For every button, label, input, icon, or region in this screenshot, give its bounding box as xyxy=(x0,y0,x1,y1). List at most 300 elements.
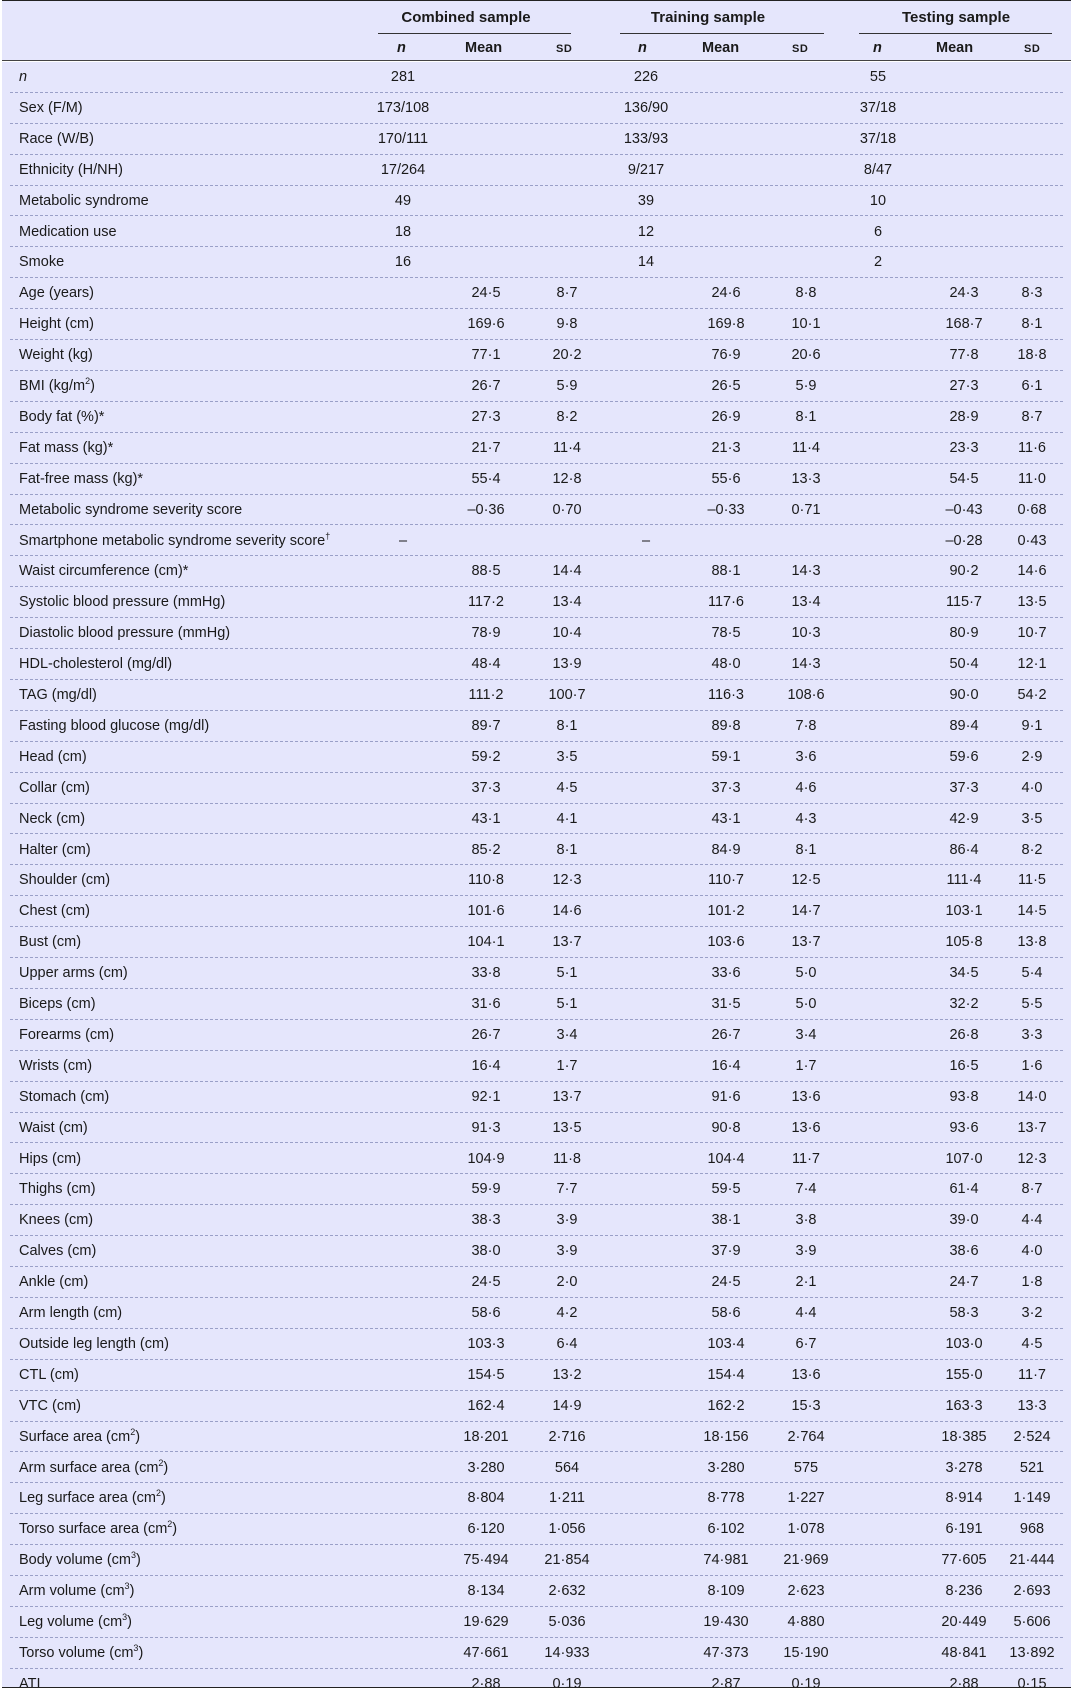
table-cell: 3·4 xyxy=(795,1026,817,1043)
row-label-superscript: 2 xyxy=(158,1457,164,1468)
table-cell: 47·661 xyxy=(463,1644,509,1661)
row-label-text: Shoulder (cm) xyxy=(19,872,111,889)
row-label xyxy=(19,1669,40,1700)
row-label-superscript: 2 xyxy=(156,1488,162,1499)
row-label xyxy=(19,556,188,587)
table-cell: 1·227 xyxy=(787,1490,825,1507)
table-cell: 90·0 xyxy=(949,687,979,703)
table-cell: 5·9 xyxy=(556,378,578,394)
table-row xyxy=(2,1514,1071,1545)
table-cell: 13·7 xyxy=(791,934,821,951)
table-cell: 117·2 xyxy=(467,594,504,611)
table-cell: 10·4 xyxy=(552,625,582,642)
group-rule-testing xyxy=(859,33,1052,34)
table-cell: – xyxy=(398,532,408,549)
row-label-text: Biceps (cm) xyxy=(19,996,96,1012)
table-cell: 12·5 xyxy=(791,872,821,889)
table-cell: 31·5 xyxy=(711,996,741,1012)
row-label xyxy=(19,1329,169,1360)
row-label xyxy=(19,804,85,835)
table-cell: 6·1 xyxy=(1021,378,1043,394)
table-cell: 31·6 xyxy=(471,996,501,1012)
row-label-text: Metabolic syndrome xyxy=(19,192,149,209)
table-cell: 1·7 xyxy=(795,1057,817,1074)
table-cell: 18 xyxy=(394,223,412,240)
table-row xyxy=(2,649,1071,680)
row-label xyxy=(19,155,123,186)
table-cell: 162·2 xyxy=(707,1397,745,1414)
table-cell: 85·2 xyxy=(471,841,501,858)
col-header-n: n xyxy=(397,40,406,56)
table-cell: 14·4 xyxy=(552,563,582,580)
row-label-text: Torso surface area (cm xyxy=(19,1521,168,1538)
table-cell: 37·3 xyxy=(711,779,741,796)
table-cell: 3·5 xyxy=(556,748,578,765)
table-cell: 13·5 xyxy=(1017,594,1047,611)
table-cell: 26·7 xyxy=(711,1026,741,1043)
row-label-tail: ) xyxy=(138,1644,144,1661)
table-row xyxy=(2,402,1071,433)
table-cell: 15·190 xyxy=(783,1644,829,1661)
row-label-text: Arm volume (cm xyxy=(19,1583,125,1600)
row-label xyxy=(19,371,95,402)
table-cell: 3·4 xyxy=(556,1026,578,1043)
table-cell: 8·109 xyxy=(707,1583,745,1600)
table-cell: 78·9 xyxy=(471,625,501,642)
table-cell: 8·778 xyxy=(707,1490,745,1507)
table-cell: 103·3 xyxy=(467,1335,505,1352)
table-row xyxy=(2,1391,1071,1422)
table-cell: 13·8 xyxy=(1017,934,1047,951)
table-cell: 14·0 xyxy=(1017,1088,1047,1105)
table-cell: –0·33 xyxy=(707,501,745,518)
table-cell: 116·3 xyxy=(707,687,744,703)
table-cell: 5·4 xyxy=(1021,965,1043,982)
table-cell: 169·6 xyxy=(467,316,505,333)
row-label-text: Waist circumference (cm)* xyxy=(19,563,189,580)
row-label xyxy=(19,402,104,433)
table-cell: 4·5 xyxy=(1021,1335,1043,1352)
table-cell: 78·5 xyxy=(711,625,741,642)
col-header-sd: SD xyxy=(792,43,809,55)
table-cell: 93·8 xyxy=(949,1088,979,1105)
table-cell: 55·4 xyxy=(471,470,501,487)
table-cell: 0·15 xyxy=(1017,1675,1047,1692)
table-cell: 37·3 xyxy=(471,779,501,796)
group-title-combined: Combined sample xyxy=(401,9,531,26)
table-row xyxy=(2,309,1071,340)
table-cell: 3·280 xyxy=(467,1459,505,1476)
table-cell: 12·1 xyxy=(1017,656,1047,673)
table-cell: 49 xyxy=(394,192,412,209)
table-cell: 14·5 xyxy=(1017,903,1047,920)
table-cell: 12·3 xyxy=(1017,1150,1047,1167)
table-cell: 2·88 xyxy=(471,1675,501,1692)
table-cell: 8·2 xyxy=(1021,841,1043,858)
table-cell: 59·1 xyxy=(711,748,741,765)
table-cell: 91·3 xyxy=(471,1119,501,1136)
row-label xyxy=(19,711,209,742)
table-cell: 5·0 xyxy=(795,965,817,982)
table-cell: 5·1 xyxy=(556,965,578,982)
row-label-text: Race (W/B) xyxy=(19,130,94,147)
row-label xyxy=(19,124,94,155)
table-cell: 1·6 xyxy=(1021,1057,1043,1074)
row-label-text: n xyxy=(19,69,28,85)
table-cell: 89·7 xyxy=(471,717,501,734)
table-cell: 105·8 xyxy=(945,934,983,951)
table-cell: 521 xyxy=(1019,1459,1045,1476)
table-cell: 92·1 xyxy=(471,1088,501,1105)
table-row xyxy=(2,1144,1071,1175)
table-cell: 5·1 xyxy=(556,996,578,1012)
row-label xyxy=(19,680,97,711)
table-cell: 18·8 xyxy=(1017,347,1047,364)
table-cell: 14 xyxy=(637,254,655,271)
row-label-text: Surface area (cm xyxy=(19,1428,131,1445)
row-label xyxy=(19,526,330,557)
table-row xyxy=(2,93,1071,124)
table-cell: 48·0 xyxy=(711,656,741,673)
row-label xyxy=(19,309,94,340)
row-label xyxy=(19,464,143,495)
table-cell: 104·9 xyxy=(467,1150,505,1167)
row-label-text: Head (cm) xyxy=(19,748,87,765)
table-cell: 24·7 xyxy=(949,1274,979,1291)
table-cell: 74·981 xyxy=(703,1552,749,1569)
table-cell: 20·6 xyxy=(791,347,821,364)
table-cell: 117·6 xyxy=(707,594,744,611)
row-label xyxy=(19,587,225,618)
table-cell: 4·880 xyxy=(787,1614,825,1630)
table-cell: 14·7 xyxy=(791,903,821,920)
table-cell: 26·8 xyxy=(949,1026,979,1043)
table-cell: 8·3 xyxy=(1021,285,1043,302)
table-cell: 21·444 xyxy=(1009,1552,1055,1569)
table-row xyxy=(2,495,1071,526)
table-cell: 19·629 xyxy=(463,1614,509,1630)
row-label xyxy=(19,1144,81,1175)
table-cell: 11·7 xyxy=(792,1150,820,1167)
table-row xyxy=(2,773,1071,804)
table-row xyxy=(2,1453,1071,1484)
row-label-text: Neck (cm) xyxy=(19,810,86,827)
row-label-text: Height (cm) xyxy=(19,316,94,333)
table-cell: 4·3 xyxy=(795,810,817,827)
table-cell: 80·9 xyxy=(949,625,979,642)
table-cell: 10 xyxy=(869,192,887,209)
row-label-superscript: 3 xyxy=(133,1643,139,1654)
table-cell: 173/108 xyxy=(376,99,430,116)
table-cell: 3·3 xyxy=(1021,1026,1043,1043)
table-cell: 115·7 xyxy=(945,594,982,611)
table-cell: 28·9 xyxy=(949,408,979,425)
row-label xyxy=(19,649,172,680)
table-row xyxy=(2,742,1071,773)
row-label-superscript: 2 xyxy=(167,1519,173,1530)
row-label-text: Diastolic blood pressure (mmHg) xyxy=(19,625,231,642)
table-cell: 3·2 xyxy=(1021,1305,1043,1321)
table-row xyxy=(2,217,1071,248)
row-label-tail: ) xyxy=(90,378,95,394)
table-cell: 2 xyxy=(873,254,883,271)
table-cell: 4·5 xyxy=(556,779,578,796)
table-cell: 21·7 xyxy=(471,439,501,456)
table-cell: 21·3 xyxy=(711,439,741,456)
row-label xyxy=(19,742,87,773)
table-cell: 3·5 xyxy=(1021,810,1043,827)
table-cell: 13·6 xyxy=(791,1366,821,1383)
table-cell: 12 xyxy=(637,223,655,240)
row-label xyxy=(19,989,96,1020)
table-row xyxy=(2,1298,1071,1329)
row-label-text: Smoke xyxy=(19,254,65,271)
table-cell: 8·1 xyxy=(556,841,578,858)
table-cell: 101·2 xyxy=(707,903,745,920)
table-cell: 9·1 xyxy=(1021,717,1043,734)
table-cell: 3·278 xyxy=(945,1459,983,1476)
table-cell: 2·764 xyxy=(787,1428,825,1445)
table-cell: 6·102 xyxy=(707,1521,745,1538)
table-row xyxy=(2,1545,1071,1576)
row-label-text: Smartphone metabolic syndrome severity score xyxy=(19,532,326,549)
table-cell: 575 xyxy=(793,1459,819,1476)
row-label xyxy=(19,186,149,217)
row-label xyxy=(19,93,83,124)
table-cell: 1·149 xyxy=(1013,1490,1051,1507)
table-cell: 12·3 xyxy=(552,872,582,889)
table-cell: 11·8 xyxy=(553,1150,581,1167)
table-cell: 103·6 xyxy=(707,934,745,951)
row-label-text: Torso volume (cm xyxy=(19,1644,134,1661)
table-row xyxy=(2,1082,1071,1113)
table-cell: 19·430 xyxy=(703,1614,749,1630)
table-row xyxy=(2,711,1071,742)
table-cell: 13·3 xyxy=(791,470,821,487)
table-cell: 162·4 xyxy=(467,1397,505,1414)
table-cell: 13·7 xyxy=(552,1088,582,1105)
table-cell: 59·5 xyxy=(711,1181,741,1198)
row-label-text: Waist (cm) xyxy=(19,1119,88,1136)
table-cell: 5·9 xyxy=(795,378,817,394)
table-cell: 0·43 xyxy=(1017,532,1047,549)
row-label-text: Systolic blood pressure (mmHg) xyxy=(19,594,226,611)
row-label xyxy=(19,618,230,649)
table-cell: 58·3 xyxy=(949,1305,979,1321)
table-row xyxy=(2,62,1071,93)
table-cell: 8/47 xyxy=(863,161,893,178)
row-label-tail: ) xyxy=(136,1552,141,1569)
row-label xyxy=(19,773,90,804)
row-label-text: Calves (cm) xyxy=(19,1243,97,1260)
table-cell: 100·7 xyxy=(548,687,586,703)
table-cell: 37/18 xyxy=(859,99,897,116)
row-label-superscript: 2 xyxy=(85,376,91,387)
row-label-text: Fat mass (kg)* xyxy=(19,439,114,456)
table-cell: 54·5 xyxy=(949,470,979,487)
table-cell: 0·68 xyxy=(1017,501,1047,518)
table-cell: 13·7 xyxy=(1017,1119,1047,1136)
table-cell: 77·8 xyxy=(949,347,979,364)
table-row xyxy=(2,587,1071,618)
row-label xyxy=(19,958,128,989)
table-cell: 18·385 xyxy=(941,1428,987,1445)
row-label-text: Bust (cm) xyxy=(19,934,82,951)
row-label xyxy=(19,1082,109,1113)
table-cell: 91·6 xyxy=(711,1088,741,1105)
table-row xyxy=(2,1483,1071,1514)
group-rule-training xyxy=(620,33,824,34)
row-label-superscript: 3 xyxy=(122,1612,128,1623)
table-cell: 13·3 xyxy=(1017,1397,1047,1414)
table-cell: 4·0 xyxy=(1021,1243,1043,1260)
table-cell: 3·280 xyxy=(707,1459,745,1476)
row-label xyxy=(19,340,93,371)
table-cell: 8·914 xyxy=(945,1490,983,1507)
table-cell: 38·1 xyxy=(711,1212,741,1229)
table-row xyxy=(2,464,1071,495)
row-label-text: Leg volume (cm xyxy=(19,1614,123,1630)
table-cell: 4·0 xyxy=(1021,779,1043,796)
table-row xyxy=(2,1236,1071,1267)
row-label-text: VTC (cm) xyxy=(19,1397,82,1414)
table-cell: 93·6 xyxy=(949,1119,979,1136)
table-cell: 55 xyxy=(869,69,887,85)
col-header-mean: Mean xyxy=(702,40,740,56)
row-label-tail: ) xyxy=(135,1428,141,1445)
row-label-text: Arm length (cm) xyxy=(19,1305,123,1321)
row-label-text: Weight (kg) xyxy=(19,347,93,364)
table-cell: 42·9 xyxy=(949,810,979,827)
table-cell: 9/217 xyxy=(627,161,665,178)
table-cell: 163·3 xyxy=(945,1397,983,1414)
table-row xyxy=(2,804,1071,835)
table-row xyxy=(2,1422,1071,1453)
row-label-text: Stomach (cm) xyxy=(19,1088,110,1105)
row-label xyxy=(19,865,110,896)
table-cell: 14·933 xyxy=(544,1644,590,1661)
table-cell: 169·8 xyxy=(707,316,745,333)
table-cell: 20·449 xyxy=(941,1614,987,1630)
table-cell: 20·2 xyxy=(552,347,582,364)
table-cell: 103·0 xyxy=(945,1335,983,1352)
table-row xyxy=(2,1174,1071,1205)
table-cell: 13·4 xyxy=(791,594,821,611)
table-cell: 12·8 xyxy=(552,470,582,487)
table-cell: 11·6 xyxy=(1018,439,1046,456)
row-label xyxy=(19,1298,122,1329)
table-cell: 75·494 xyxy=(463,1552,509,1569)
col-header-mean: Mean xyxy=(465,40,503,56)
table-cell: 24·5 xyxy=(711,1274,741,1291)
row-label xyxy=(19,1453,168,1484)
row-label-text: ATI xyxy=(19,1675,41,1692)
row-label-text: Outside leg length (cm) xyxy=(19,1335,169,1352)
table-cell: 6 xyxy=(873,223,883,240)
group-title-testing: Testing sample xyxy=(901,9,1011,26)
table-cell: 154·4 xyxy=(707,1366,745,1383)
row-label-superscript: 3 xyxy=(131,1550,137,1561)
table-cell: 89·8 xyxy=(711,717,741,734)
table-cell: 13·6 xyxy=(791,1088,821,1105)
table-cell: 3·8 xyxy=(795,1212,817,1229)
table-cell: 38·6 xyxy=(949,1243,979,1260)
row-label xyxy=(19,247,64,278)
table-cell: 13·5 xyxy=(552,1119,582,1136)
table-cell: 23·3 xyxy=(949,439,979,456)
row-label-text: Upper arms (cm) xyxy=(19,965,128,982)
row-label-text: Sex (F/M) xyxy=(19,99,83,116)
table-cell: 3·9 xyxy=(795,1243,817,1260)
table-cell: 14·6 xyxy=(1017,563,1047,580)
row-label xyxy=(19,1638,143,1669)
row-label xyxy=(19,217,117,248)
table-cell: – xyxy=(641,532,651,549)
row-label xyxy=(19,433,113,464)
row-label xyxy=(19,1514,177,1545)
table-cell: 48·841 xyxy=(941,1644,987,1661)
table-cell: 26·7 xyxy=(471,378,501,394)
table-row xyxy=(2,896,1071,927)
table-cell: 58·6 xyxy=(711,1305,741,1321)
table-cell: 168·7 xyxy=(945,316,983,333)
table-cell: 27·3 xyxy=(471,408,501,425)
table-cell: 9·8 xyxy=(556,316,578,333)
table-row xyxy=(2,835,1071,866)
row-label-text: Knees (cm) xyxy=(19,1212,94,1229)
row-label xyxy=(19,1360,79,1391)
table-cell: 4·6 xyxy=(795,779,817,796)
table-cell: 8·236 xyxy=(945,1583,983,1600)
row-label-superscript: 2 xyxy=(130,1426,136,1437)
row-label-text: Ethnicity (H/NH) xyxy=(19,161,123,178)
row-label xyxy=(19,927,81,958)
table-cell: 16·5 xyxy=(949,1057,979,1074)
table-row xyxy=(2,1267,1071,1298)
table-row xyxy=(2,186,1071,217)
table-cell: 58·6 xyxy=(471,1305,501,1321)
table-cell: 47·373 xyxy=(703,1644,749,1661)
table-cell: 37/18 xyxy=(859,130,897,147)
table-cell: 43·1 xyxy=(471,810,501,827)
table-cell: 8·134 xyxy=(467,1583,505,1600)
col-header-n: n xyxy=(873,40,882,56)
table-cell: 8·7 xyxy=(556,285,578,302)
table-cell: 8·1 xyxy=(556,717,578,734)
table-row xyxy=(2,1638,1071,1669)
table-cell: 104·1 xyxy=(467,934,505,951)
table-cell: 111·2 xyxy=(468,687,504,703)
row-label xyxy=(19,1174,96,1205)
row-label-tail: ) xyxy=(161,1490,166,1507)
table-cell: –0·28 xyxy=(945,532,983,549)
row-label-text: Halter (cm) xyxy=(19,841,91,858)
row-label xyxy=(19,1267,88,1298)
group-rule-combined xyxy=(378,33,571,34)
table-row xyxy=(2,927,1071,958)
table-cell: 7·7 xyxy=(556,1181,578,1198)
table-cell: 2·716 xyxy=(548,1428,586,1445)
table-cell: 8·7 xyxy=(1021,1181,1043,1198)
row-label xyxy=(19,1422,140,1453)
table-row xyxy=(2,247,1071,278)
table-cell: 14·9 xyxy=(552,1397,582,1414)
table-cell: 18·201 xyxy=(463,1428,509,1445)
table-cell: 7·8 xyxy=(795,717,817,734)
table-cell: 2·88 xyxy=(949,1675,979,1692)
table-cell: 13·2 xyxy=(552,1366,582,1383)
table-cell: 108·6 xyxy=(787,687,825,703)
